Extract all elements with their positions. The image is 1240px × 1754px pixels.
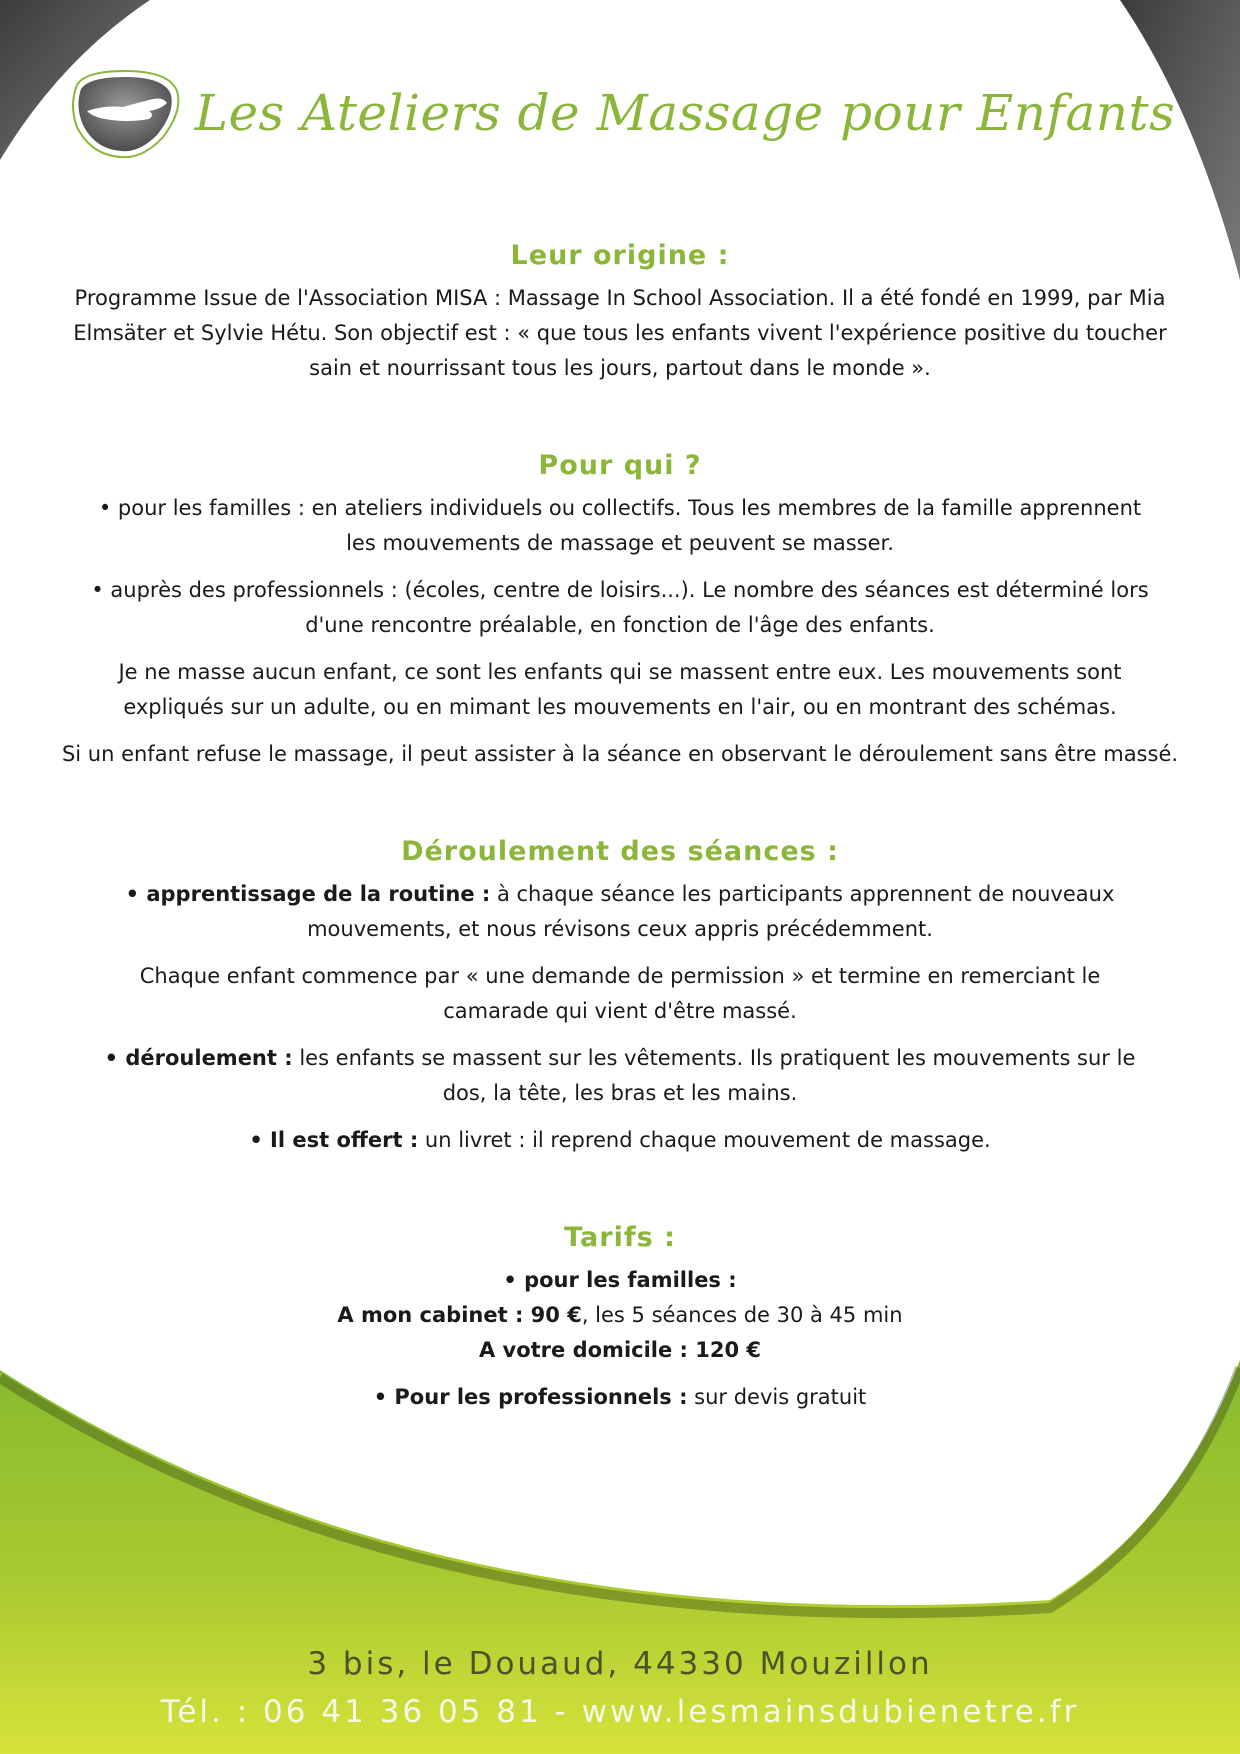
paragraph: Si un enfant refuse le massage, il peut assister à la séance en observant le déroulement sans être massé. [61, 742, 1179, 766]
brand-title: Les Ateliers de Massage pour Enfants [194, 84, 1176, 142]
paragraph [60, 1298, 1180, 1333]
bold-label: • pour les familles : [503, 1268, 737, 1292]
header [0, 58, 1240, 168]
section-deroulement [60, 836, 1180, 1158]
section-origine [60, 240, 1180, 386]
paragraph [60, 1333, 1180, 1368]
paragraph: Je ne masse aucun enfant, ce sont les enfants qui se massent entre eux. Les mouvements sont expliqués sur un adulte, ou en mimant les mouvements en l'air, ou en montrant des schémas. [118, 660, 1122, 719]
footer-contact: Tél. : 06 41 36 05 81 - www.lesmainsdubienetre.fr [160, 1694, 1080, 1730]
text: les enfants se massent sur les vêtements. Ils pratiquent les mouvements sur le dos, la tête, les bras et les mains. [292, 1046, 1136, 1105]
section-title: Pour qui ? [538, 450, 702, 481]
footer-address: 3 bis, le Douaud, 44330 Mouzillon [307, 1646, 933, 1682]
bold-label: • Pour les professionnels : [373, 1385, 688, 1409]
paragraph: Chaque enfant commence par « une demande de permission » et termine en remerciant le camarade qui vient d'être massé. [139, 964, 1101, 1023]
section-pour-qui [60, 450, 1180, 772]
section-tarifs [60, 1222, 1180, 1415]
paragraph: • pour les familles : en ateliers individuels ou collectifs. Tous les membres de la famille apprennent les mouvements de massage et peuvent se masser. [98, 496, 1142, 555]
bold-label: A mon cabinet : 90 € [337, 1303, 582, 1327]
bold-label: • apprentissage de la routine : [125, 882, 491, 906]
paragraph [85, 1041, 1155, 1111]
text: , les 5 séances de 30 à 45 min [581, 1303, 903, 1327]
paragraph [85, 877, 1155, 947]
bold-label: • déroulement : [104, 1046, 293, 1070]
text: un livret : il reprend chaque mouvement de massage. [418, 1128, 991, 1152]
paragraph [60, 1263, 1180, 1298]
main-content [60, 240, 1180, 1479]
paragraph [85, 1123, 1155, 1158]
paragraph: Programme Issue de l'Association MISA : Massage In School Association. Il a été fondé en 1999, par Mia Elmsäter et Sylvie Hétu. Son objectif est : « que tous les enfants vivent l'expérience positive du toucher sain et nourrissant tous les jours, partout dans le monde ». [73, 286, 1167, 380]
bold-label: • Il est offert : [249, 1128, 419, 1152]
text: sur devis gratuit [687, 1385, 867, 1409]
section-title: Leur origine : [510, 240, 730, 271]
hand-icon [65, 65, 183, 161]
paragraph: • auprès des professionnels : (écoles, centre de loisirs...). Le nombre des séances est déterminé lors d'une rencontre préalable, en fonction de l'âge des enfants. [91, 578, 1149, 637]
section-title: Déroulement des séances : [401, 836, 839, 867]
footer [0, 1642, 1240, 1734]
bold-label: A votre domicile : 120 € [478, 1338, 762, 1362]
text: à chaque séance les participants apprennent de nouveaux mouvements, et nous révisons ceux appris précédemment. [307, 882, 1115, 941]
paragraph [60, 1380, 1180, 1415]
section-title: Tarifs : [564, 1222, 676, 1253]
